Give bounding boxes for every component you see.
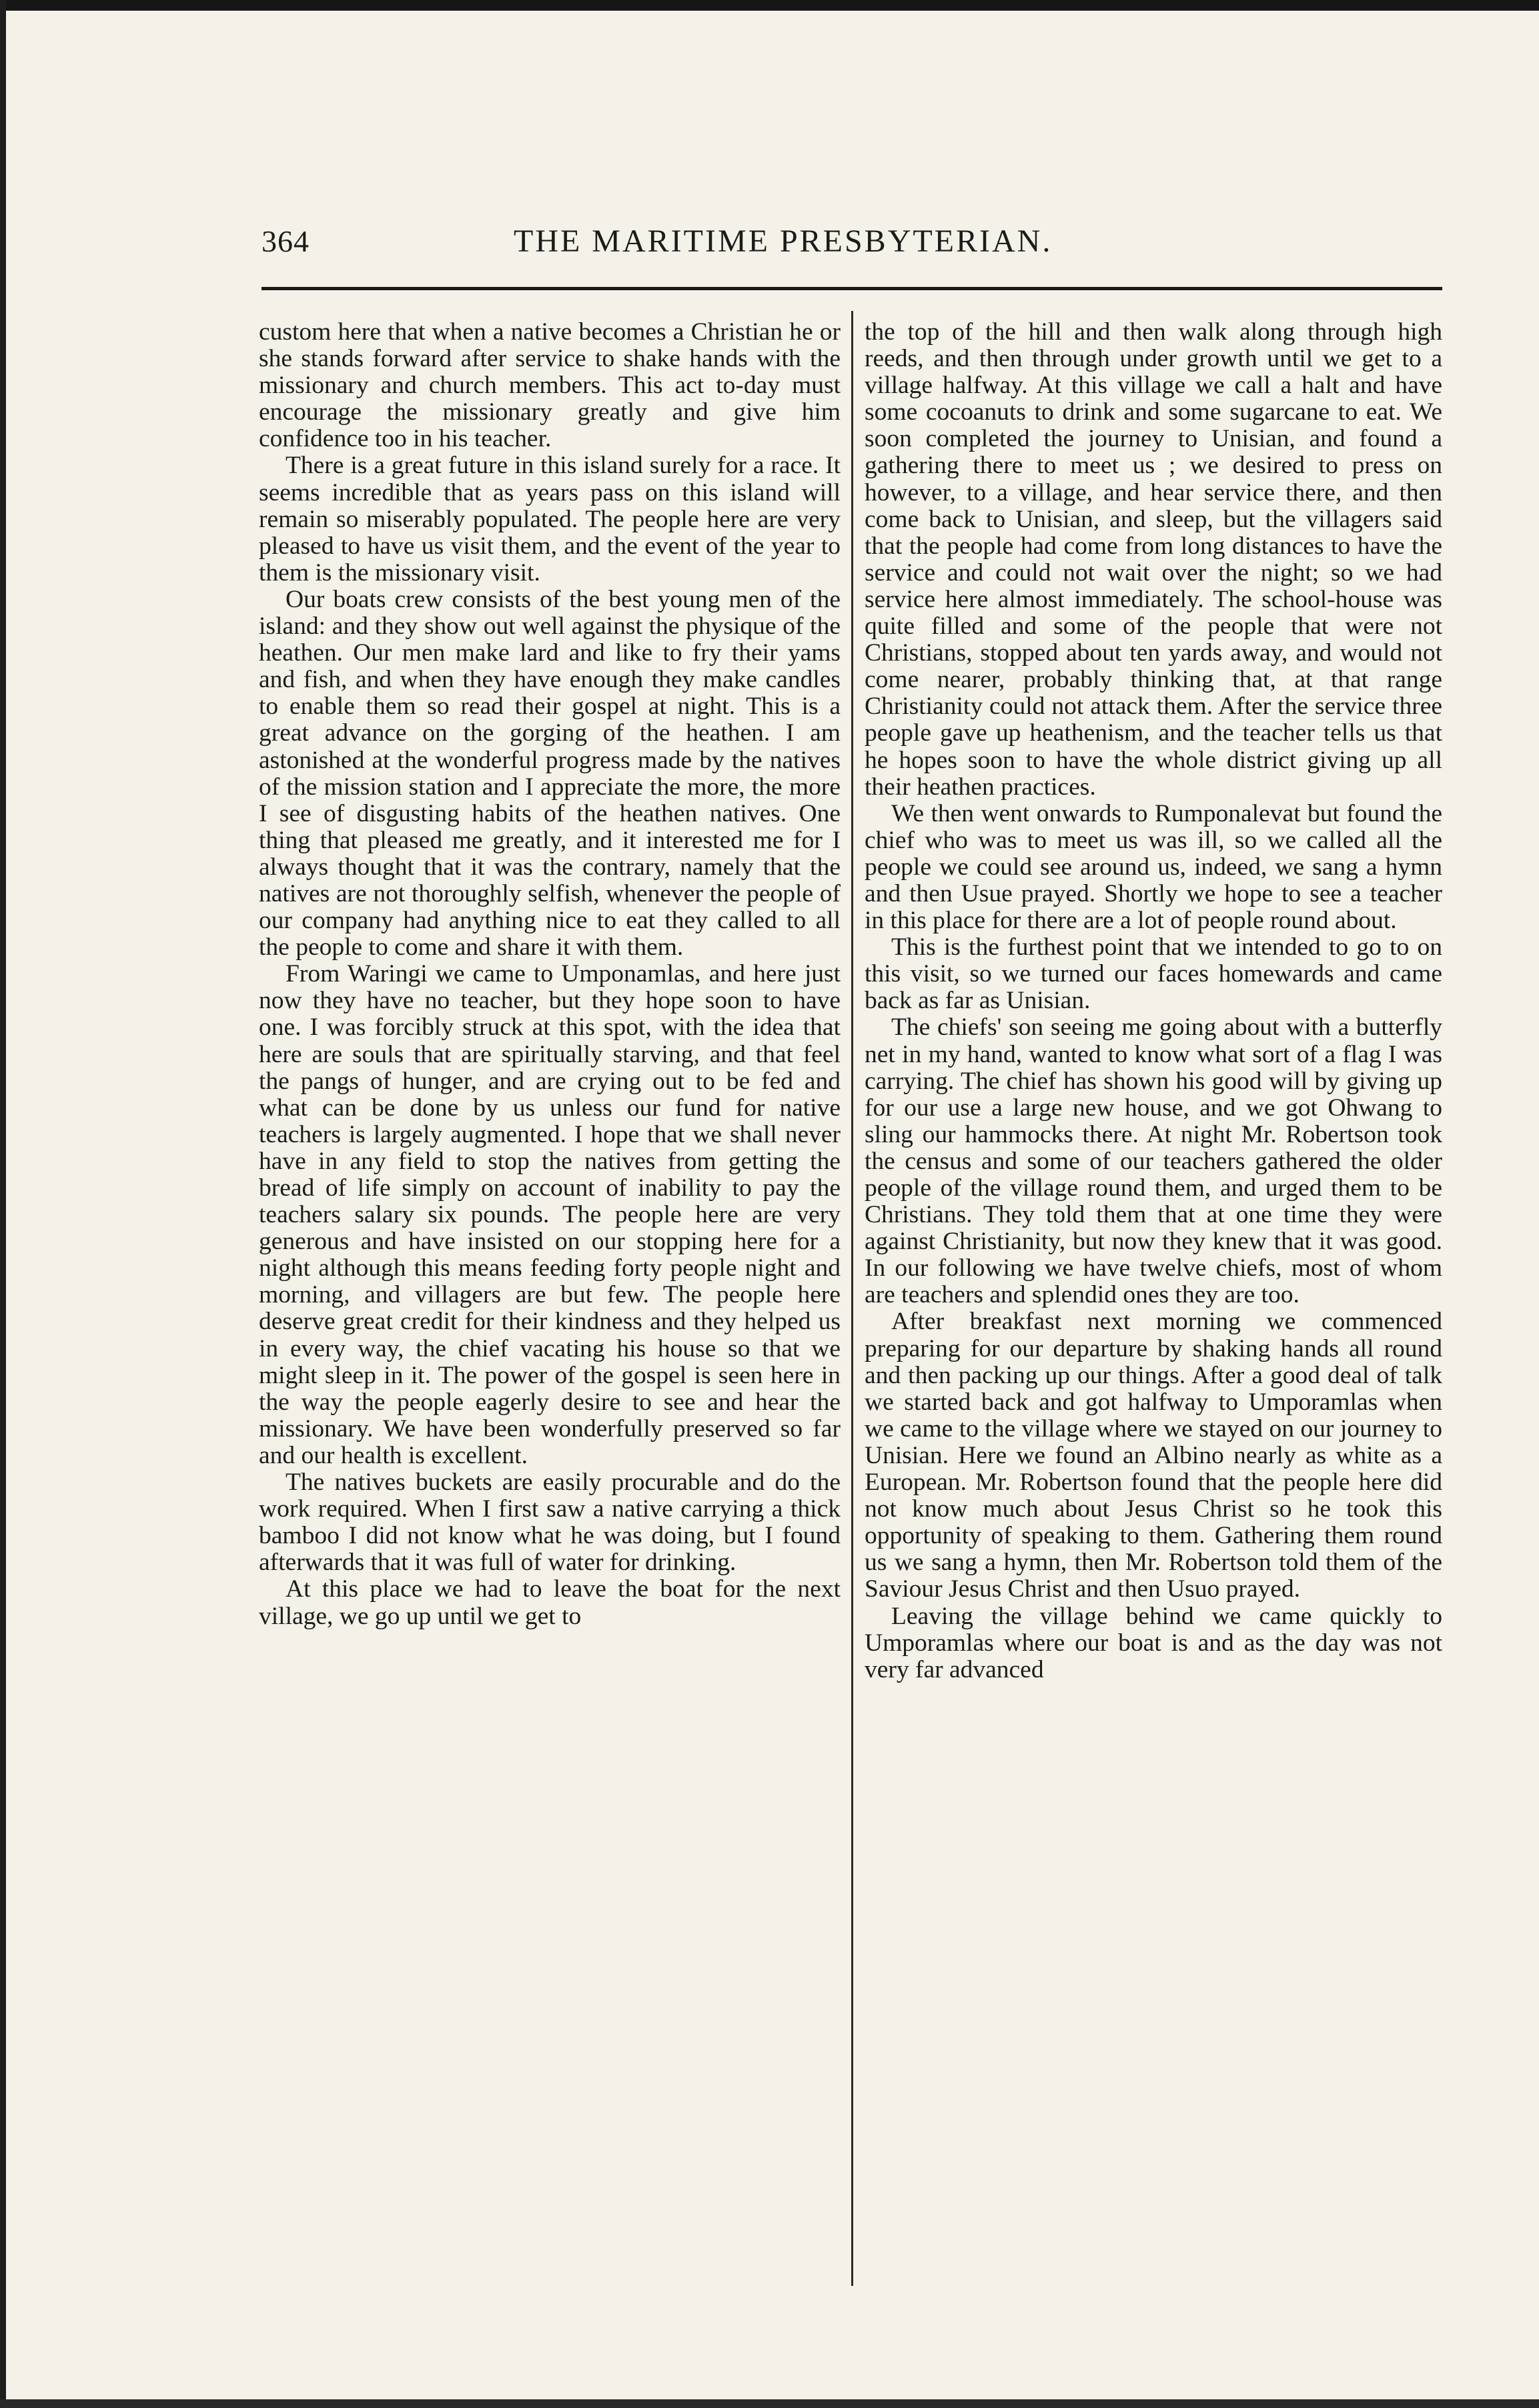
header-rule — [262, 287, 1442, 290]
paragraph: From Waringi we came to Umponamlas, and here just now they have no teacher, but they hope soon to have one. I was forcibly struck at this spot, with the idea that here are souls that are spiritually starving, and that feel the pangs of hunger, and are crying out to be fed and what can be done by us unless our fund for native teachers is largely augmented. I hope that we shall never have in any field to stop the natives from getting the bread of life simply on account of inability to pay the teachers salary six pounds. The people here are very generous and have insisted on our stopping here for a night although this means feeding forty people night and morning, and villagers are but few. The people here deserve great credit for their kindness and they helped us in every way, the chief vacating his house so that we might sleep in it. The power of the gospel is seen here in the way the people eagerly desire to see and hear the missionary. We have been wonderfully preserved so far and our health is excellent. — [259, 960, 841, 1469]
right-column — [865, 319, 1442, 1683]
paragraph: Leaving the village behind we came quickly to Umporamlas where our boat is and as the day was not very far advanced — [865, 1602, 1442, 1683]
paragraph: At this place we had to leave the boat for the next village, we go up until we get to — [259, 1575, 841, 1630]
paragraph: The chiefs' son seeing me going about with a butterfly net in my hand, wanted to know what sort of a flag I was carrying. The chief has shown his good will by giving up for our use a large new house, and we got Ohwang to sling our hammocks there. At night Mr. Robertson took the census and some of our teachers gathered the older people of the village round them, and urged them to be Christians. They told them that at one time they were against Christianity, but now they knew that it was good. In our following we have twelve chiefs, most of whom are teachers and splendid ones they are too. — [865, 1014, 1442, 1309]
left-column — [259, 319, 841, 1630]
paragraph: custom here that when a native becomes a Christian he or she stands forward after service to shake hands with the missionary and church members. This act to-day must encourage the missionary greatly and give him confidence too in his teacher. — [259, 318, 841, 453]
scan-border-top — [0, 0, 1539, 11]
column-divider — [851, 311, 853, 2286]
paragraph: We then went onwards to Rumponalevat but found the chief who was to meet us was ill, so we called all the people we could see around us, indeed, we sang a hymn and then Usue prayed. Shortly we hope to see a teacher in this place for there are a lot of people round about. — [865, 799, 1442, 935]
paragraph: There is a great future in this island surely for a race. It seems incredible that as years pass on this island will remain so miserably populated. The people here are very pleased to have us visit them, and the event of the year to them is the missionary visit. — [259, 452, 841, 586]
scan-border-left — [0, 0, 6, 2408]
scan-border-bottom — [0, 2399, 1539, 2408]
paragraph: This is the furthest point that we intended to go to on this visit, so we turned our faces homewards and came back as far as Unisian. — [865, 933, 1442, 1015]
running-title: THE MARITIME PRESBYTERIAN. — [514, 224, 1053, 259]
paragraph: Our boats crew consists of the best young men of the island: and they show out well against the physique of the heathen. Our men make lard and like to fry their yams and fish, and when they have enough they make candles to enable them so read their gospel at night. This is a great advance on the gorging of the heathen. I am astonished at the wonderful progress made by the natives of the mission station and I appreciate the more, the more I see of disgusting habits of the heathen natives. One thing that pleased me greatly, and it interested me for I always thought that it was the contrary, namely that the natives are not thoroughly selfish, whenever the people of our company had anything nice to eat they called to all the people to come and share it with them. — [259, 585, 841, 961]
paragraph: After breakfast next morning we commenced preparing for our departure by shaking hands all round and then packing up our things. After a good deal of talk we started back and got halfway to Umporamlas when we came to the village where we stayed on our journey to Unisian. Here we found an Albino nearly as white as a European. Mr. Robertson found that the people here did not know much about Jesus Christ so he took this opportunity of speaking to them. Gathering them round us we sang a hymn, then Mr. Robertson told them of the Saviour Jesus Christ and then Usuo prayed. — [865, 1308, 1442, 1603]
paragraph: The natives buckets are easily procurable and do the work required. When I first saw a native carrying a thick bamboo I did not know what he was doing, but I found afterwards that it was full of water for drinking. — [259, 1469, 841, 1577]
paragraph: the top of the hill and then walk along through high reeds, and then through under growth until we get to a village halfway. At this village we call a halt and have some cocoanuts to drink and some sugarcane to eat. We soon completed the journey to Unisian, and found a gathering there to meet us ; we desired to press on however, to a village, and hear service there, and then come back to Unisian, and sleep, but the villagers said that the people had come from long distances to have the service and could not wait over the night; so we had service here almost immediately. The school-house was quite filled and some of the people that were not Christians, stopped about ten yards away, and would not come nearer, probably thinking that, at that range Christianity could not attack them. After the service three people gave up heathenism, and the teacher tells us that he hopes soon to have the whole district giving up all their heathen practices. — [865, 318, 1442, 801]
page-number: 364 — [262, 224, 310, 258]
